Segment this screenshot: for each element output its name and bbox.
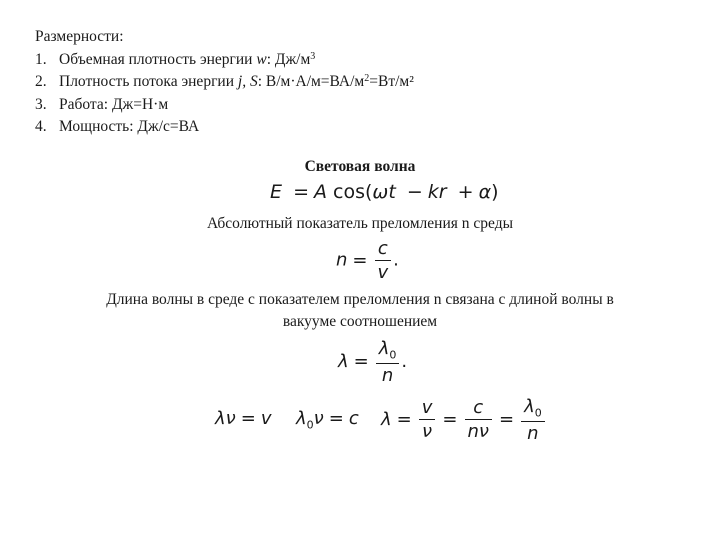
item-text: Плотность потока энергии j, S: $В/м\cdot А/м=ВА/м^2=Вт/м^2$ bbox=[59, 73, 414, 90]
refraction-formula: n = $\frac{c}{v}$ . bbox=[336, 238, 399, 283]
item-number: 1. bbox=[35, 50, 47, 68]
item-text: Работа: Дж=Н·м bbox=[59, 95, 169, 113]
relation-lambda-nu: λν = v bbox=[215, 408, 272, 429]
dimension-item bbox=[35, 49, 414, 72]
item-number: 3. bbox=[35, 95, 47, 113]
relation-lambda-chain: λ = $\frac{v}{\nu}$ = $\frac{c}{n\nu}$ = $\frac{\lambda_0}{n}$ bbox=[381, 396, 547, 444]
light-wave-heading: Световая волна bbox=[304, 158, 416, 175]
wavelength-text-line2: вакууме соотношением bbox=[282, 313, 438, 330]
item-text: Объемная плотность энергии w: $Дж/м^3$ bbox=[59, 50, 316, 68]
dimensions-title: Размерности: bbox=[35, 28, 124, 45]
wavelength-text-line1: Длина волны в среде с показателем преломления n связана с длиной волны в bbox=[106, 291, 614, 308]
relation-lambda0-nu: $\lambda_0\nu = c$ bbox=[296, 408, 359, 432]
wavelength-formula: λ = $\frac{\lambda_0}{n}$ . bbox=[338, 338, 408, 386]
dimension-item bbox=[35, 71, 414, 94]
refraction-text: Абсолютный показатель преломления n среды bbox=[207, 215, 513, 232]
dimension-item bbox=[35, 94, 414, 117]
dimensions-block bbox=[35, 26, 414, 139]
item-number: 2. bbox=[35, 73, 47, 90]
item-number: 4. bbox=[35, 118, 47, 135]
wave-equation: E = A cos(ωt − kr + α) bbox=[270, 181, 499, 203]
item-text: Мощность: Дж/с=ВА bbox=[59, 118, 200, 135]
dimension-item bbox=[35, 116, 414, 139]
